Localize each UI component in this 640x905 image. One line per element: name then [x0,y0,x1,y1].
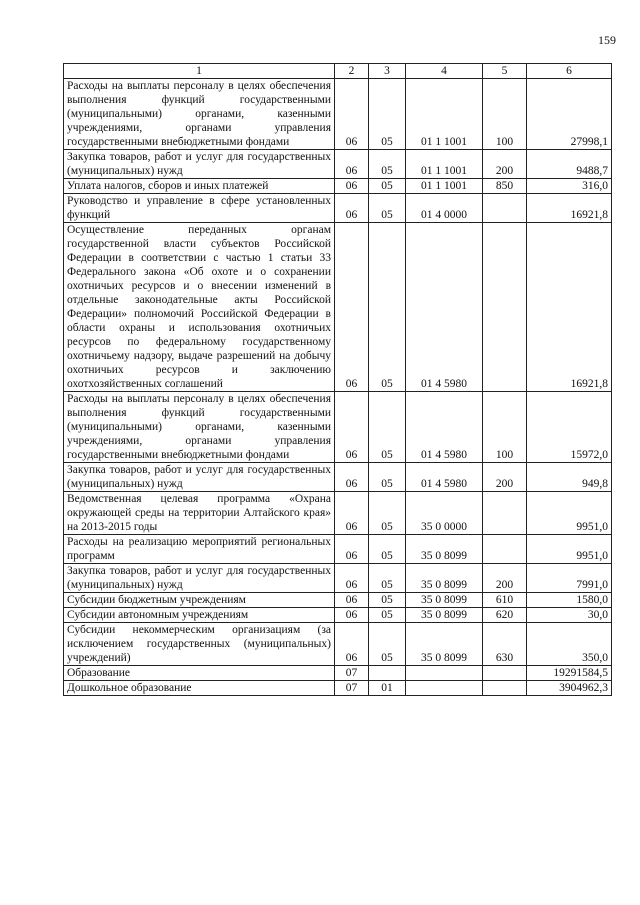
row-subsection-cell: 05 [369,179,406,194]
row-expense-type-cell [483,194,527,223]
row-name-cell: Расходы на реализацию мероприятий региональных программ [64,535,335,564]
row-subsection-cell [369,666,406,681]
table-row [64,564,612,593]
row-name-cell: Закупка товаров, работ и услуг для государственных (муниципальных) нужд [64,150,335,179]
row-expense-type-cell [483,666,527,681]
row-subsection-cell: 05 [369,463,406,492]
table-row [64,194,612,223]
row-target-code-cell: 01 1 1001 [406,150,483,179]
row-target-code-cell: 01 1 1001 [406,79,483,150]
row-amount-cell: 27998,1 [527,79,612,150]
table-row [64,463,612,492]
row-target-code-cell: 01 4 5980 [406,223,483,392]
row-amount-cell: 316,0 [527,179,612,194]
row-target-code-cell: 35 0 8099 [406,623,483,666]
table-row [64,535,612,564]
row-target-code-cell: 35 0 8099 [406,535,483,564]
row-name-cell: Осуществление переданных органам государственной власти субъектов Российской Федерации в соответствии с частью 1 статьи 33 Федерального закона «Об охоте и о сохранении охотничьих ресурсов и о внесении изменений в отдельные законодательные акты Российской Федерации» полномочий Российской Федерации в области охраны и использования охотничьих ресурсов по федеральному государственному охотничьему надзору, выдаче разрешений на добычу охотничьих ресурсов и заключению охотхозяйственных соглашений [64,223,335,392]
row-expense-type-cell [483,681,527,696]
row-subsection-cell: 05 [369,623,406,666]
row-expense-type-cell: 200 [483,150,527,179]
row-expense-type-cell [483,223,527,392]
row-expense-type-cell: 200 [483,564,527,593]
row-expense-type-cell: 200 [483,463,527,492]
row-target-code-cell: 01 4 0000 [406,194,483,223]
row-section-cell: 06 [335,564,369,593]
budget-table [63,63,612,696]
row-amount-cell: 9951,0 [527,492,612,535]
table-row [64,79,612,150]
row-section-cell: 06 [335,79,369,150]
row-section-cell: 06 [335,392,369,463]
row-subsection-cell: 05 [369,564,406,593]
row-target-code-cell: 01 1 1001 [406,179,483,194]
row-section-cell: 07 [335,681,369,696]
row-section-cell: 06 [335,492,369,535]
row-section-cell: 06 [335,194,369,223]
row-name-cell: Закупка товаров, работ и услуг для государственных (муниципальных) нужд [64,564,335,593]
row-name-cell: Расходы на выплаты персоналу в целях обеспечения выполнения функций государственными (муниципальными) органами, казенными учреждениями, органами управления государственными внебюджетными фондами [64,392,335,463]
row-amount-cell: 19291584,5 [527,666,612,681]
row-amount-cell: 15972,0 [527,392,612,463]
row-amount-cell: 350,0 [527,623,612,666]
row-section-cell: 07 [335,666,369,681]
row-amount-cell: 9488,7 [527,150,612,179]
table-row [64,492,612,535]
row-target-code-cell: 35 0 8099 [406,564,483,593]
row-subsection-cell: 01 [369,681,406,696]
table-row [64,681,612,696]
row-name-cell: Закупка товаров, работ и услуг для государственных (муниципальных) нужд [64,463,335,492]
row-subsection-cell: 05 [369,194,406,223]
row-expense-type-cell: 100 [483,392,527,463]
row-target-code-cell [406,681,483,696]
header-col-4: 4 [406,64,483,79]
row-expense-type-cell: 610 [483,593,527,608]
table-row [64,623,612,666]
table-row [64,608,612,623]
row-subsection-cell: 05 [369,223,406,392]
row-expense-type-cell [483,492,527,535]
row-amount-cell: 16921,8 [527,194,612,223]
table-header-row [64,64,612,79]
header-col-5: 5 [483,64,527,79]
row-subsection-cell: 05 [369,593,406,608]
row-subsection-cell: 05 [369,492,406,535]
row-subsection-cell: 05 [369,150,406,179]
row-amount-cell: 1580,0 [527,593,612,608]
row-name-cell: Субсидии автономным учреждениям [64,608,335,623]
row-section-cell: 06 [335,463,369,492]
row-name-cell: Субсидии некоммерческим организациям (за исключением государственных (муниципальных) учреждений) [64,623,335,666]
row-name-cell: Руководство и управление в сфере установленных функций [64,194,335,223]
header-col-3: 3 [369,64,406,79]
row-name-cell: Расходы на выплаты персоналу в целях обеспечения выполнения функций государственными (муниципальными) органами, казенными учреждениями, органами управления государственными внебюджетными фондами [64,79,335,150]
row-target-code-cell: 35 0 8099 [406,593,483,608]
table-row [64,593,612,608]
row-section-cell: 06 [335,623,369,666]
row-subsection-cell: 05 [369,79,406,150]
row-amount-cell: 3904962,3 [527,681,612,696]
row-subsection-cell: 05 [369,608,406,623]
row-name-cell: Ведомственная целевая программа «Охрана окружающей среды на территории Алтайского края» на 2013-2015 годы [64,492,335,535]
row-expense-type-cell: 850 [483,179,527,194]
header-col-2: 2 [335,64,369,79]
table-row [64,666,612,681]
table-row [64,223,612,392]
row-section-cell: 06 [335,223,369,392]
row-amount-cell: 30,0 [527,608,612,623]
header-col-6: 6 [527,64,612,79]
row-amount-cell: 949,8 [527,463,612,492]
table-row [64,150,612,179]
row-target-code-cell: 01 4 5980 [406,463,483,492]
row-expense-type-cell: 630 [483,623,527,666]
row-name-cell: Уплата налогов, сборов и иных платежей [64,179,335,194]
row-name-cell: Субсидии бюджетным учреждениям [64,593,335,608]
row-amount-cell: 7991,0 [527,564,612,593]
row-expense-type-cell: 620 [483,608,527,623]
row-target-code-cell: 35 0 8099 [406,608,483,623]
row-amount-cell: 9951,0 [527,535,612,564]
row-section-cell: 06 [335,535,369,564]
row-subsection-cell: 05 [369,392,406,463]
row-name-cell: Дошкольное образование [64,681,335,696]
row-name-cell: Образование [64,666,335,681]
row-target-code-cell: 01 4 5980 [406,392,483,463]
row-subsection-cell: 05 [369,535,406,564]
row-amount-cell: 16921,8 [527,223,612,392]
row-expense-type-cell: 100 [483,79,527,150]
page-number: 159 [598,33,616,47]
row-section-cell: 06 [335,593,369,608]
row-section-cell: 06 [335,150,369,179]
row-section-cell: 06 [335,608,369,623]
row-expense-type-cell [483,535,527,564]
row-target-code-cell: 35 0 0000 [406,492,483,535]
row-section-cell: 06 [335,179,369,194]
header-col-1: 1 [64,64,335,79]
table-row [64,179,612,194]
table-row [64,392,612,463]
row-target-code-cell [406,666,483,681]
